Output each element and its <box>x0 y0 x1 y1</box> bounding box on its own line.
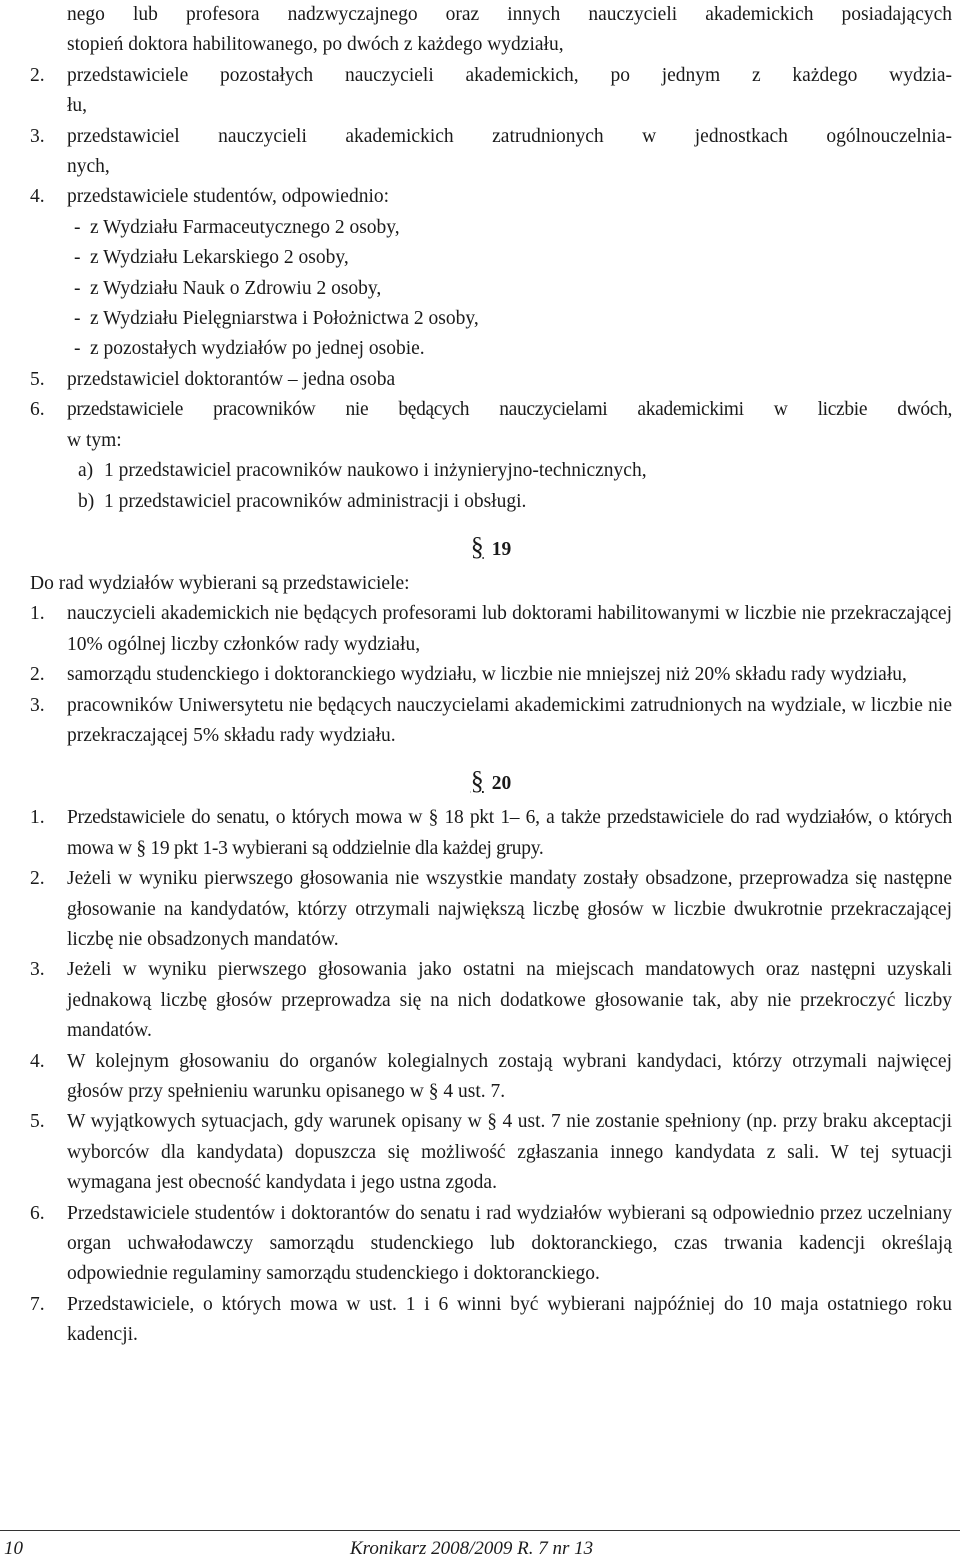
item-text: przedstawiciel nauczycieli akademickich zatrudnionych w jednostkach ogólnouczelnia- <box>67 125 952 147</box>
item-text: Przedstawiciele studentów i doktorantów do senatu i rad wydziałów wybierani są odpowiednio przez uczelniany organ uchwałodawczy samorządu studenckiego lub doktoranckiego, czas trwania kadencji określają odpowiednie regulaminy samorządu studenckiego i doktoranckiego. <box>67 1202 952 1285</box>
section-number: 20 <box>491 773 512 795</box>
continued-line: nego lub profesora nadzwyczajnego oraz innych nauczycieli akademickich posiadających <box>67 4 952 25</box>
item-number: 7. <box>30 1293 45 1315</box>
dash-text: z Wydziału Lekarskiego 2 osoby, <box>90 247 349 269</box>
item-number: 3. <box>30 125 45 147</box>
list-item <box>30 599 952 660</box>
item-number: 1. <box>30 603 45 625</box>
dash-item: - z Wydziału Lekarskiego 2 osoby, <box>30 243 952 273</box>
section-heading-20 <box>30 759 952 803</box>
dash-text: z Wydziału Pielęgniarstwa i Położnictwa 2 osoby, <box>90 308 479 330</box>
item-text: Jeżeli w wyniku pierwszego głosowania jako ostatni na miejscach mandatowych oraz następni uzyskali jednakową liczbę głosów przeprowadza się na nich dodatkowe głosowanie tak, aby nie przekroczyć liczby mandatów. <box>67 959 952 1042</box>
dash-text: z Wydziału Farmaceutycznego 2 osoby, <box>90 216 400 238</box>
list-item <box>30 1290 952 1351</box>
section-number: 19 <box>491 538 512 560</box>
item-text: przedstawiciele pozostałych nauczycieli akademickich, po jednym z każdego wydzia- <box>67 64 952 86</box>
dash-text: z pozostałych wydziałów po jednej osobie. <box>90 338 425 360</box>
sub-item <box>30 487 952 517</box>
item-text: W wyjątkowych sytuacjach, gdy warunek opisany w § 4 ust. 7 nie zostanie spełniony (np. przy braku akceptacji wyborców dla kandydata) dopuszcza się możliwość zgłaszania innego kandydata z sali. W tej sytuacji wymagana jest obecność kandydata i jego ustna zgoda. <box>67 1111 952 1194</box>
sub-item <box>30 456 952 486</box>
item-number: 4. <box>30 1050 45 1072</box>
dash-text: z Wydziału Nauk o Zdrowiu 2 osoby, <box>90 277 382 299</box>
publication-title: Kronikarz 2008/2009 R. 7 nr 13 <box>350 1538 594 1559</box>
item-number: 2. <box>30 868 45 890</box>
item-text: W kolejnym głosowaniu do organów kolegialnych zostają wybrani kandydaci, którzy otrzymali najwięcej głosów przy spełnieniu warunku opisanego w § 4 ust. 7. <box>67 1050 952 1102</box>
item-text: Przedstawiciele, o których mowa w ust. 1 i 6 winni być wybierani najpóźniej do 10 maja ostatniego roku kadencji. <box>67 1293 952 1346</box>
list-item <box>30 691 952 752</box>
item-number: 2. <box>30 664 45 686</box>
item-text: nauczycieli akademickich nie będących profesorami lub doktorami habilitowanymi w liczbie nie przekraczającej 10% ogólnej liczby członków rady wydziału, <box>67 603 952 655</box>
dash-item: - z pozostałych wydziałów po jednej osobie. <box>30 334 952 364</box>
section-heading-19 <box>30 525 952 569</box>
sub-letter: a) <box>78 460 94 482</box>
list-item <box>30 660 952 690</box>
item-number: 1. <box>30 807 45 829</box>
item-number: 6. <box>30 399 45 421</box>
item-number: 5. <box>30 1111 45 1133</box>
item-continuation: łu, <box>67 95 88 117</box>
list-item <box>30 864 952 955</box>
item-text: Jeżeli w wyniku pierwszego głosowania nie wszystkie mandaty zostały obsadzone, przeprowadza się następne głosowanie na kandydatów, którzy otrzymali największą liczbę głosów w liczbie dwukrotnie przekraczającej liczbę nie obsadzonych mandatów. <box>67 868 952 950</box>
item-text: przedstawiciele studentów, odpowiednio: <box>67 186 390 208</box>
dash-item: - z Wydziału Nauk o Zdrowiu 2 osoby, <box>30 274 952 304</box>
item-continuation: w tym: <box>67 429 122 451</box>
sub-text: 1 przedstawiciel pracowników naukowo i inżynieryjno-technicznych, <box>104 460 647 482</box>
section-intro: Do rad wydziałów wybierani są przedstawiciele: <box>30 572 410 594</box>
list-item <box>30 61 952 91</box>
item-text: przedstawiciele pracowników nie będących nauczycielami akademickimi w liczbie dwóch, <box>67 399 952 421</box>
dash-item: - z Wydziału Pielęgniarstwa i Położnictwa 2 osoby, <box>30 304 952 334</box>
document-page <box>30 0 952 1351</box>
footer-divider <box>0 1530 960 1531</box>
continued-line: stopień doktora habilitowanego, po dwóch z każdego wydziału, <box>67 34 564 56</box>
item-text: pracowników Uniwersytetu nie będących nauczycielami akademickimi zatrudnionych na wydziale, w liczbie nie przekraczającej 5% składu rady wydziału. <box>67 694 952 746</box>
list-item <box>30 365 952 395</box>
sub-letter: b) <box>78 490 95 512</box>
section-symbol: § <box>470 766 484 796</box>
item-number: 3. <box>30 959 45 981</box>
item-text: Przedstawiciele do senatu, o których mowa w § 18 pkt 1– 6, a także przedstawiciele do rad wydziałów, o których mowa w § 19 pkt 1-3 wybierani są oddzielnie dla każdej grupy. <box>67 807 952 859</box>
list-item <box>30 122 952 152</box>
item-text: przedstawiciel doktorantów – jedna osoba <box>67 368 396 390</box>
item-number: 4. <box>30 186 45 208</box>
item-number: 2. <box>30 64 45 86</box>
item-number: 6. <box>30 1202 45 1224</box>
list-item <box>30 1199 952 1290</box>
list-item <box>30 955 952 1046</box>
list-item <box>30 1107 952 1198</box>
item-number: 5. <box>30 368 45 390</box>
list-item <box>30 1047 952 1108</box>
list-item <box>30 803 952 864</box>
sub-text: 1 przedstawiciel pracowników administracji i obsługi. <box>104 490 527 512</box>
page-number: 10 <box>4 1538 23 1559</box>
list-item <box>30 182 952 212</box>
dash-item: - z Wydziału Farmaceutycznego 2 osoby, <box>30 213 952 243</box>
section-symbol: § <box>470 531 484 561</box>
item-continuation: nych, <box>67 156 110 178</box>
item-number: 3. <box>30 694 45 716</box>
item-text: samorządu studenckiego i doktoranckiego wydziału, w liczbie nie mniejszej niż 20% składu rady wydziału, <box>67 664 907 686</box>
list-item <box>30 395 952 425</box>
